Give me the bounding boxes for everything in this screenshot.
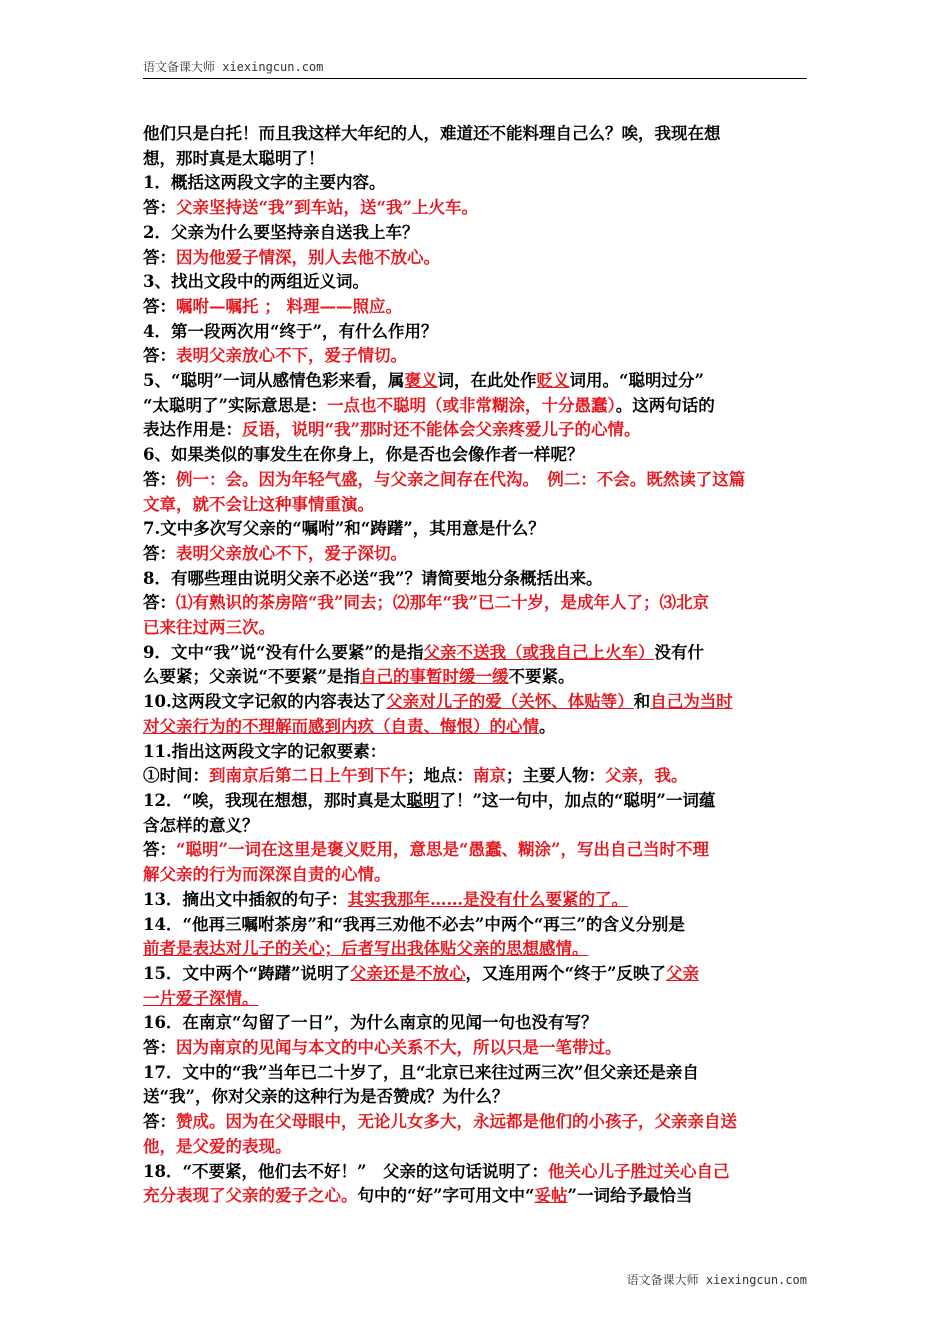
- text-line: [143, 987, 809, 1012]
- text-line: [143, 320, 809, 345]
- question-text: ①时间：: [143, 766, 209, 786]
- text-line: [143, 567, 809, 592]
- answer-text: 他，是父爱的表现。: [143, 1136, 292, 1156]
- question-text: 5、“聪明”一词从感情色彩来看，属: [143, 371, 405, 391]
- question-text: 么要紧；父亲说“不要紧”是指: [143, 667, 360, 687]
- answer-text: ⑴有熟识的茶房陪“我”同去；⑵那年“我”已二十岁，是成年人了；⑶北京: [176, 593, 709, 613]
- answer-text: 已来往过两三次。: [143, 618, 275, 638]
- text-line: [143, 171, 809, 196]
- answer-text: 父亲，我。: [605, 766, 688, 786]
- question-text: 。: [539, 716, 556, 736]
- question-text: 答：: [143, 296, 176, 316]
- text-line: [143, 962, 809, 987]
- text-line: [143, 1036, 809, 1061]
- text-line: [143, 542, 809, 567]
- question-text: 没有什: [654, 642, 704, 662]
- question-text: 聪明: [406, 790, 440, 810]
- question-text: 3、找出文段中的两组近义词。: [143, 272, 369, 292]
- text-line: [143, 369, 809, 394]
- text-line: [143, 888, 809, 913]
- question-text: 词，在此处作: [437, 371, 537, 391]
- text-line: [143, 468, 809, 493]
- answer-text: 解父亲的行为而深深自责的心情。: [143, 865, 391, 885]
- question-text: “太聪明了”实际意思是：: [143, 395, 327, 415]
- question-text: 答：: [143, 1112, 176, 1132]
- text-line: [143, 1061, 809, 1086]
- text-line: [143, 493, 809, 518]
- question-text: 送“我”，你对父亲的这种行为是否赞成？为什么？: [143, 1087, 509, 1107]
- answer-text: 赞成。因为在父母眼中，无论儿女多大，永远都是他们的小孩子，父亲亲自送: [176, 1112, 737, 1132]
- question-text: 了！”这一句中，加点的“聪明”一词蕴: [439, 790, 716, 810]
- text-line: [143, 1184, 809, 1209]
- text-line: [143, 616, 809, 641]
- text-line: [143, 443, 809, 468]
- text-line: [143, 789, 809, 814]
- answer-text: 褒义: [404, 371, 438, 391]
- answer-text: 一点也不聪明（或非常糊涂，十分愚蠢）: [326, 395, 616, 415]
- question-text: 18．“不要紧，他们去不好！” 父亲的这句话说明了：: [143, 1161, 548, 1181]
- text-line: [143, 641, 809, 666]
- text-line: [143, 1135, 809, 1160]
- answer-text: 他关心儿子胜过关心自己: [547, 1161, 730, 1181]
- text-line: [143, 1085, 809, 1110]
- question-text: 想，那时真是太聪明了！: [143, 148, 325, 168]
- text-line: [143, 715, 809, 740]
- text-line: [143, 517, 809, 542]
- answer-text: 父亲不送我（或我自己上火车）: [423, 642, 655, 662]
- document-body: [143, 122, 809, 1209]
- question-text: 含怎样的意义？: [143, 815, 259, 835]
- text-line: [143, 937, 809, 962]
- question-text: ，又连用两个“终于”反映了: [465, 963, 666, 983]
- question-text: 他们只是白托！而且我这样大年纪的人，难道还不能料理自己么？唉，我现在想: [143, 124, 721, 143]
- answer-text: 文章，就不会让这种事情重演。: [143, 494, 374, 514]
- question-text: 11.指出这两段文字的记叙要素：: [143, 741, 387, 761]
- question-text: 7.文中多次写父亲的“嘱咐”和“踌躇”，其用意是什么？: [143, 519, 545, 539]
- text-line: [143, 690, 809, 715]
- question-text: 答：: [143, 593, 176, 613]
- question-text: 10.这两段文字记叙的内容表达了: [143, 692, 387, 712]
- question-text: 答：: [143, 247, 176, 267]
- text-line: [143, 764, 809, 789]
- answer-text: 自己为当时: [650, 692, 733, 712]
- text-line: [143, 863, 809, 888]
- question-text: 9．文中“我”说“没有什么要紧”的是指: [143, 642, 424, 662]
- text-line: [143, 122, 809, 147]
- question-text: 答：: [143, 840, 176, 860]
- text-line: [143, 295, 809, 320]
- answer-text: 其实我那年……是没有什么要紧的了。: [347, 889, 628, 909]
- question-text: ；地点：: [407, 766, 473, 786]
- answer-text: 因为他爱子情深，别人去他不放心。: [176, 247, 440, 267]
- question-text: 1．概括这两段文字的主要内容。: [143, 173, 386, 193]
- question-text: ；主要人物：: [506, 766, 605, 786]
- answer-text: 父亲还是不放心: [349, 963, 466, 983]
- text-line: [143, 147, 809, 172]
- text-line: [143, 665, 809, 690]
- answer-text: 到南京后第二日上午到下午: [209, 766, 407, 786]
- answer-text: 贬义: [536, 371, 570, 391]
- answer-text: 表明父亲放心不下，爱子深切。: [176, 543, 407, 563]
- text-line: [143, 1011, 809, 1036]
- question-text: 14．“他再三嘱咐茶房”和“我再三劝他不必去”中两个“再三”的含义分别是: [143, 914, 685, 934]
- text-line: [143, 221, 809, 246]
- answer-text: 父亲: [665, 963, 699, 983]
- answer-text: 因为南京的见闻与本文的中心关系不大，所以只是一笔带过。: [176, 1038, 622, 1058]
- text-line: [143, 246, 809, 271]
- answer-text: 自己的事暂时缓一缓: [359, 667, 509, 687]
- question-text: 15．文中两个“踌躇”说明了: [143, 963, 350, 983]
- page-header: 语文备课大师 xiexingcun.com: [143, 58, 807, 79]
- question-text: 答：: [143, 346, 176, 366]
- question-text: 答：: [143, 469, 176, 489]
- question-text: 16．在南京“勾留了一日”，为什么南京的见闻一句也没有写？: [143, 1013, 598, 1033]
- answer-text: 例一：会。因为年轻气盛，与父亲之间存在代沟。 例二：不会。既然读了这篇: [176, 469, 746, 489]
- answer-text: 嘱咐—嘱托 ； 料理——照应。: [176, 296, 402, 316]
- answer-text: 南京: [473, 766, 506, 786]
- text-line: [143, 740, 809, 765]
- question-text: 表达作用是：: [143, 420, 242, 440]
- question-text: ”一词给予最恰当: [567, 1186, 693, 1206]
- question-text: 13．摘出文中插叙的句子：: [143, 889, 348, 909]
- question-text: 4．第一段两次用“终于”，有什么作用？: [143, 321, 438, 341]
- answer-text: 一片爱子深情。: [143, 988, 259, 1008]
- text-line: [143, 838, 809, 863]
- answer-text: 反语，说明“我”那时还不能体会父亲疼爱儿子的心情。: [242, 420, 641, 440]
- answer-text: 对父亲行为的不理解而感到内疚（自责、悔恨）的心情: [143, 716, 539, 736]
- text-line: [143, 1160, 809, 1185]
- answer-text: “聪明”一词在这里是褒义贬用，意思是“愚蠢、糊涂”，写出自己当时不理: [176, 840, 709, 860]
- text-line: [143, 344, 809, 369]
- text-line: [143, 591, 809, 616]
- question-text: 。这两句话的: [615, 395, 715, 415]
- question-text: 8．有哪些理由说明父亲不必送“我”？请简要地分条概括出来。: [143, 568, 603, 588]
- question-text: 12．“唉，我现在想想，那时真是太: [143, 790, 407, 810]
- answer-text: 妥帖: [534, 1186, 568, 1206]
- text-line: [143, 418, 809, 443]
- text-line: [143, 270, 809, 295]
- answer-text: 父亲坚持送“我”到车站，送“我”上火车。: [176, 198, 478, 218]
- question-text: 2．父亲为什么要坚持亲自送我上车？: [143, 222, 419, 242]
- question-text: 和: [633, 692, 651, 712]
- answer-text: 充分表现了父亲的爱子之心。: [143, 1186, 358, 1206]
- question-text: 句中的“好”字可用文中“: [357, 1186, 535, 1206]
- question-text: 词用。“聪明过分”: [569, 371, 704, 391]
- page-footer: 语文备课大师 xiexingcun.com: [626, 1273, 807, 1287]
- question-text: 6、如果类似的事发生在你身上，你是否也会像作者一样呢？: [143, 445, 584, 465]
- text-line: [143, 1110, 809, 1135]
- text-line: [143, 196, 809, 221]
- text-line: [143, 913, 809, 938]
- question-text: 答：: [143, 1038, 176, 1058]
- answer-text: 前者是表达对儿子的关心；后者写出我体贴父亲的思想感情。: [143, 939, 589, 959]
- answer-text: 父亲对儿子的爱（关怀、体贴等）: [386, 692, 634, 712]
- answer-text: 表明父亲放心不下，爱子情切。: [176, 346, 407, 366]
- question-text: 17．文中的“我”当年已二十岁了，且“北京已来往过两三次”但父亲还是亲自: [143, 1062, 699, 1082]
- question-text: 答：: [143, 198, 176, 218]
- text-line: [143, 814, 809, 839]
- question-text: 不要紧。: [508, 667, 575, 687]
- text-line: [143, 394, 809, 419]
- question-text: 答：: [143, 543, 176, 563]
